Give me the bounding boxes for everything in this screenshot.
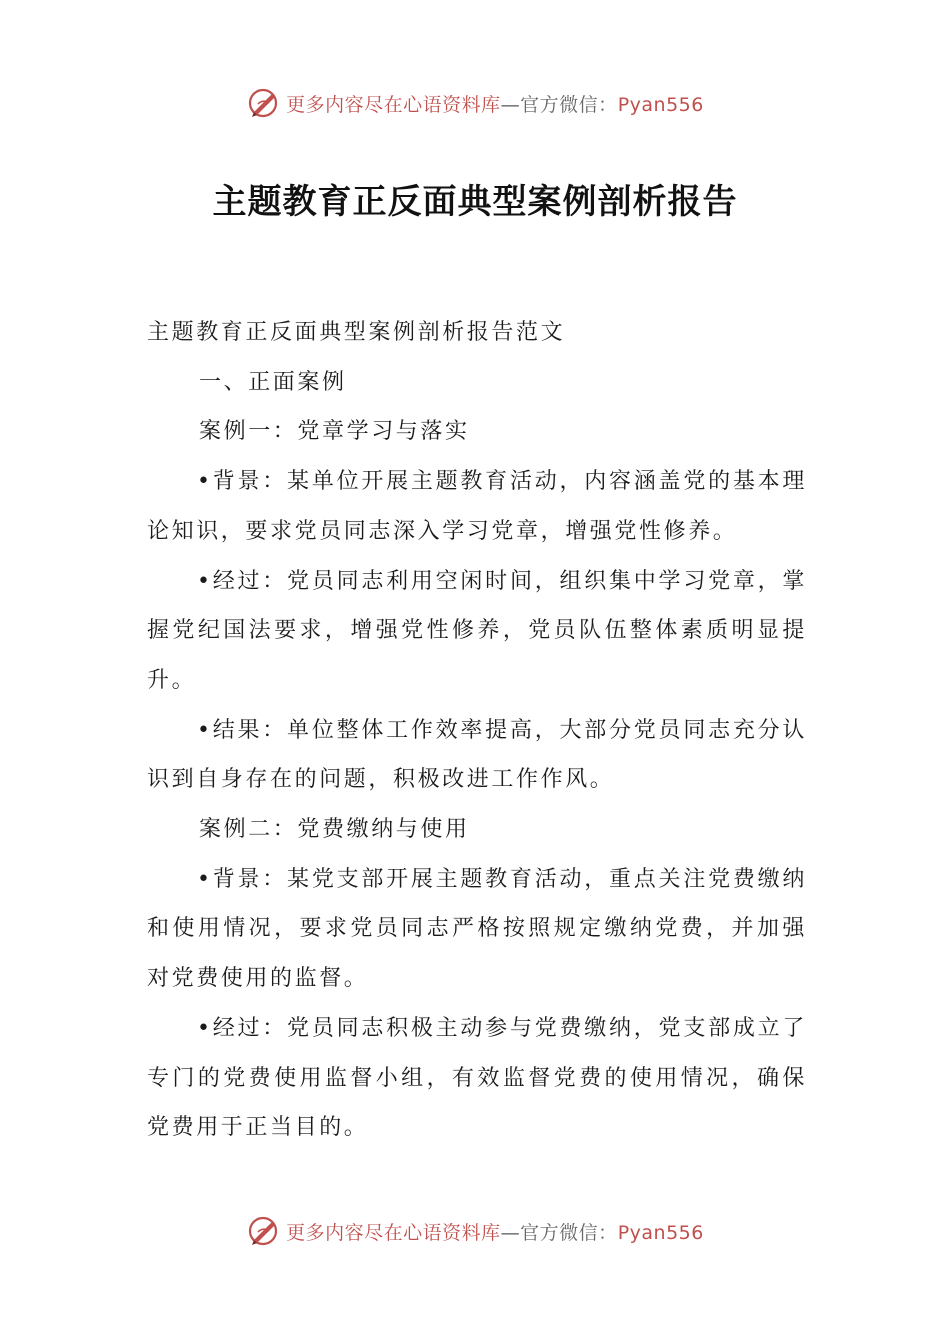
watermark-wechat-id: Pyan556 bbox=[617, 1221, 704, 1244]
bullet-paragraph: •背景：某党支部开展主题教育活动，重点关注党费缴纳和使用情况，要求党员同志严格按照规定缴纳党费，并加强对党费使用的监督。 bbox=[147, 866, 807, 992]
document-title: 主题教育正反面典型案例剖析报告 bbox=[212, 182, 738, 222]
footer-watermark-banner bbox=[0, 1211, 950, 1251]
case-heading: 案例二：党费缴纳与使用 bbox=[199, 817, 470, 843]
watermark-text bbox=[286, 90, 704, 117]
bullet-paragraph: •经过：党员同志积极主动参与党费缴纳，党支部成立了专门的党费使用监督小组，有效监督党费的使用情况，确保党费用于正当目的。 bbox=[147, 1015, 807, 1141]
bullet-paragraph: •背景：某单位开展主题教育活动，内容涵盖党的基本理论知识，要求党员同志深入学习党章，增强党性修养。 bbox=[147, 469, 807, 544]
subtitle-paragraph: 主题教育正反面典型案例剖析报告范文 bbox=[147, 320, 566, 345]
watermark-wechat-label: 官方微信： bbox=[520, 93, 618, 116]
watermark-wechat-id: Pyan556 bbox=[617, 93, 704, 116]
bullet-paragraph: •经过：党员同志利用空闲时间，组织集中学习党章，掌握党纪国法要求，增强党性修养，党员队伍整体素质明显提升。 bbox=[147, 568, 807, 693]
case-heading: 案例一：党章学习与落实 bbox=[199, 419, 470, 445]
pen-logo-icon bbox=[246, 85, 282, 121]
document-body bbox=[147, 308, 807, 1153]
header-watermark-banner bbox=[0, 83, 950, 123]
watermark-wechat-label: 官方微信： bbox=[520, 1221, 618, 1244]
watermark-site-text: 更多内容尽在心语资料库 bbox=[286, 1221, 501, 1244]
section-heading: 一、正面案例 bbox=[199, 369, 347, 395]
watermark-dash: — bbox=[500, 1221, 521, 1244]
watermark-site-text: 更多内容尽在心语资料库 bbox=[286, 93, 501, 116]
watermark-dash: — bbox=[500, 93, 521, 116]
pen-logo-icon bbox=[246, 1213, 282, 1249]
watermark-text bbox=[286, 1218, 704, 1245]
bullet-paragraph: •结果：单位整体工作效率提高，大部分党员同志充分认识到自身存在的问题，积极改进工作作风。 bbox=[147, 717, 807, 793]
